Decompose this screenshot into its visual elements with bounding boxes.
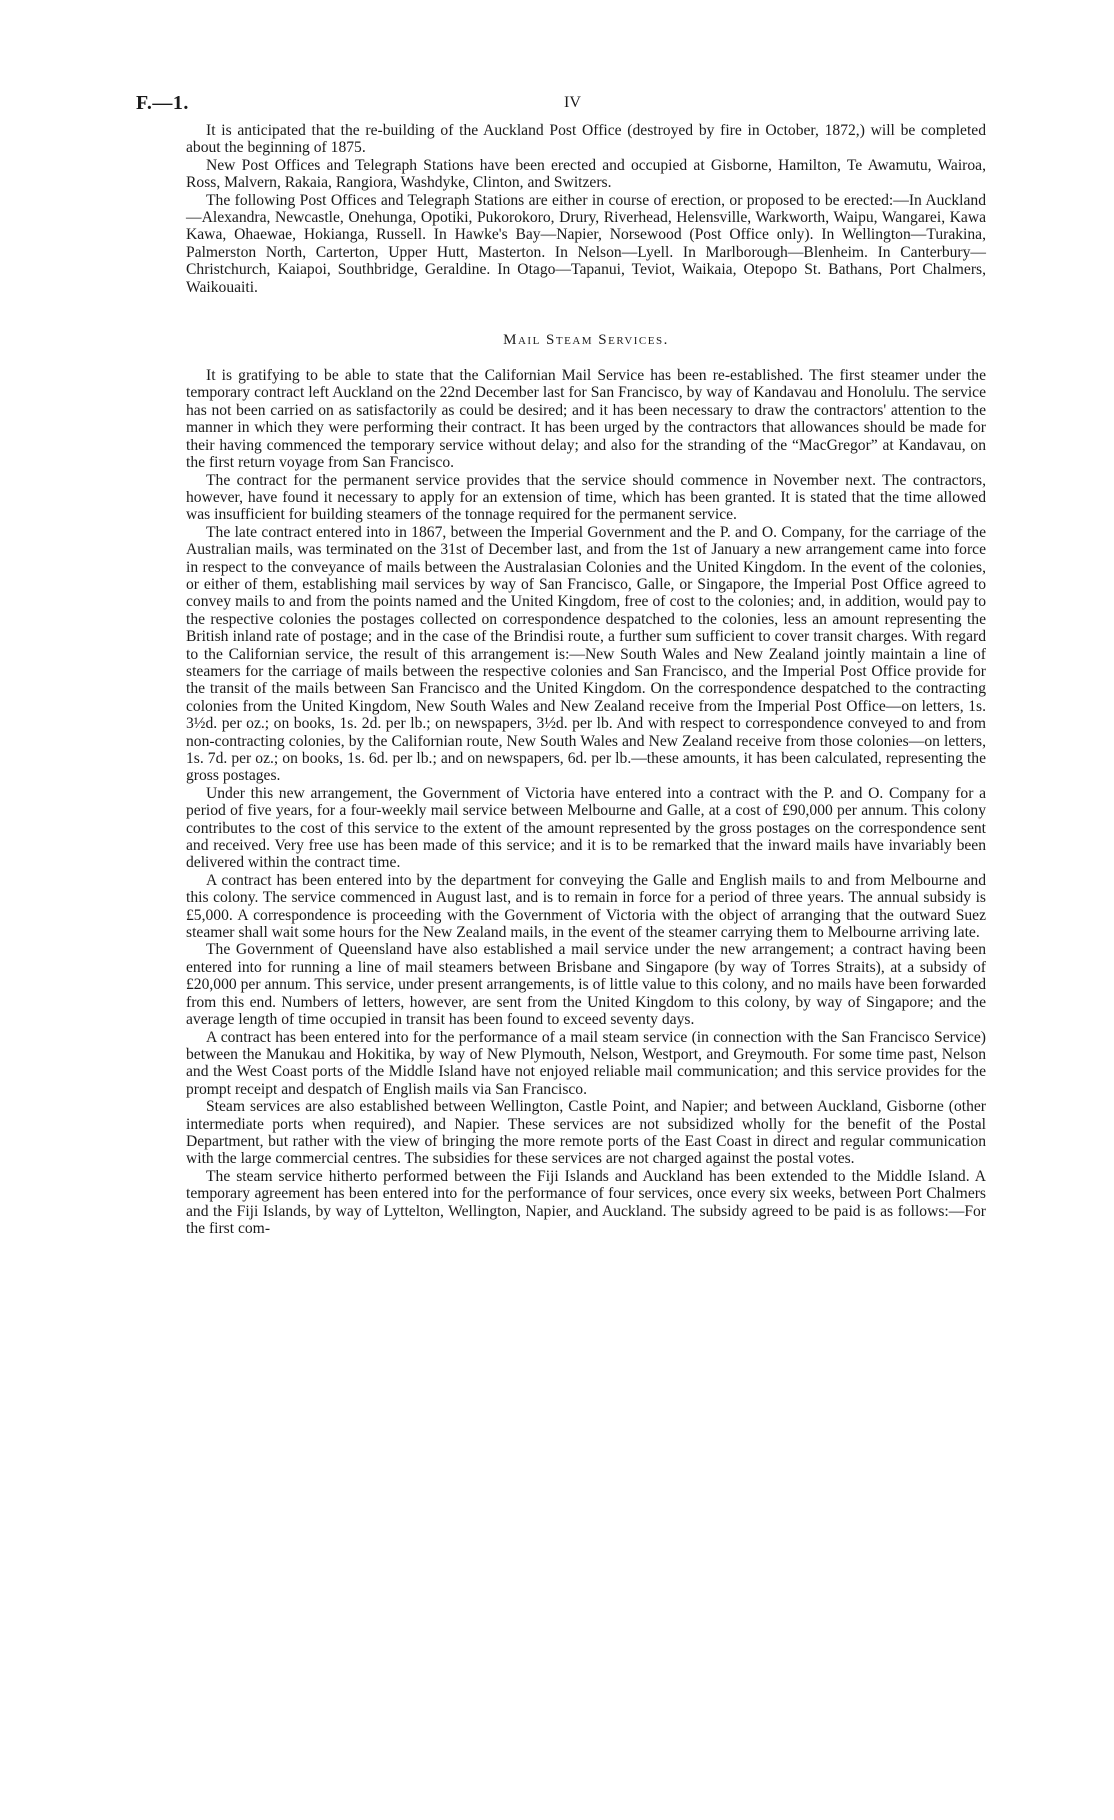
paragraph-post-office-rebuild: It is anticipated that the re-building of the Auckland Post Office (destroyed by fire in October, 1872,) will be completed about the beginning of 1875. [186, 122, 986, 157]
intro-section [186, 122, 986, 296]
page-header [136, 92, 986, 122]
mail-steam-services-section [186, 367, 986, 1237]
paragraph-victoria-arrangement: Under this new arrangement, the Government of Victoria have entered into a contract with the P. and O. Company for a period of five years, for a four-weekly mail service between Melbourne and Galle, at a cost of £90,000 per annum. This colony contributes to the cost of this service to the extent of the amount represented by the gross postages on the correspondence sent and received. Very free use has been made of this service; and it is to be remarked that the inward mails have invariably been delivered within the contract time. [186, 784, 986, 872]
page-number: IV [564, 94, 581, 111]
paragraph-permanent-contract: The contract for the permanent service provides that the service should commence in November next. The contractors, however, have found it necessary to apply for an extension of time, which has been granted. It is stated that the time allowed was insufficient for building steamers of the tonnage required for the permanent service. [186, 471, 986, 524]
paragraph-californian-service: It is gratifying to be able to state that the Californian Mail Service has been re-established. The first steamer under the temporary contract left Auckland on the 22nd December last for San Francisco, by way of Kandavau and Honolulu. The service has not been carried on as satisfactorily as could be desired; and it has been necessary to draw the contractors' attention to the manner in which they were performing their contract. It has been urged by the contractors that allowances should be made for their having commenced the temporary service without delay; and also for the stranding of the “MacGregor” at Kandavau, on the first return voyage from San Francisco. [186, 367, 986, 472]
section-heading: Mail Steam Services. [503, 332, 669, 349]
paragraph-coastal-steam-services: Steam services are also established between Wellington, Castle Point, and Napier; and between Auckland, Gisborne (other intermediate ports when required), and Napier. These services are not subsidized wholly for the benefit of the Postal Department, but rather with the view of bringing the more remote ports of the East Coast in direct and regular communication with the large commercial centres. The subsidies for these services are not charged against the postal votes. [186, 1098, 986, 1168]
paragraph-manukau-hokitika: A contract has been entered into for the performance of a mail steam service (in connection with the San Francisco Service) between the Manukau and Hokitika, by way of New Plymouth, Nelson, Westport, and Greymouth. For some time past, Nelson and the West Coast ports of the Middle Island have not enjoyed reliable mail communication; and this service provides for the prompt receipt and despatch of English mails via San Francisco. [186, 1028, 986, 1098]
paragraph-queensland-service: The Government of Queensland have also established a mail service under the new arrangement; a contract having been entered into for running a line of mail steamers between Brisbane and Singapore (by way of Torres Straits), at a subsidy of £20,000 per annum. This service, under present arrangements, is of little value to this colony, and no mails have been forwarded from this end. Numbers of letters, however, are sent from the United Kingdom to this colony, by way of Singapore; and the average length of time occupied in transit has been found to exceed seventy days. [186, 941, 986, 1029]
document-page [136, 92, 986, 1237]
document-reference: F.—1. [136, 92, 189, 114]
paragraph-offices-in-erection: The following Post Offices and Telegraph Stations are either in course of erection, or proposed to be erected:—In Auckland—Alexandra, Newcastle, Onehunga, Opotiki, Pukorokoro, Drury, Riverhead, Helensville, Warkworth, Waipu, Wangarei, Kawa Kawa, Ohaewae, Hokianga, Russell. In Hawke's Bay—Napier, Norsewood (Post Office only). In Wellington—Turakina, Palmerston North, Carterton, Upper Hutt, Masterton. In Nelson—Lyell. In Marlborough—Blenheim. In Canterbury—Christchurch, Kaiapoi, Southbridge, Geraldine. In Otago—Tapanui, Teviot, Waikaia, Otepopo St. Bathans, Port Chalmers, Waikouaiti. [186, 191, 986, 296]
paragraph-new-post-offices: New Post Offices and Telegraph Stations have been erected and occupied at Gisborne, Hamilton, Te Awamutu, Wairoa, Ross, Malvern, Rakaia, Rangiora, Washdyke, Clinton, and Switzers. [186, 156, 986, 192]
paragraph-galle-contract: A contract has been entered into by the department for conveying the Galle and English mails to and from Melbourne and this colony. The service commenced in August last, and is to remain in force for a period of three years. The annual subsidy is £5,000. A correspondence is proceeding with the Government of Victoria with the object of arranging that the outward Suez steamer shall wait some hours for the New Zealand mails, in the event of the steamer carrying them to Melbourne arriving late. [186, 871, 986, 942]
paragraph-fiji-service: The steam service hitherto performed between the Fiji Islands and Auckland has been extended to the Middle Island. A temporary agreement has been entered into for the performance of four services, once every six weeks, between Port Chalmers and the Fiji Islands, by way of Lyttelton, Wellington, Napier, and Auckland. The subsidy agreed to be paid is as follows:—For the first com- [186, 1167, 986, 1237]
paragraph-late-contract-1867: The late contract entered into in 1867, between the Imperial Government and the P. and O. Company, for the carriage of the Australian mails, was terminated on the 31st of December last, and from the 1st of January a new arrangement came into force in respect to the conveyance of mails between the Australasian Colonies and the United Kingdom. In the event of the colonies, or either of them, establishing mail services by way of San Francisco, Galle, or Singapore, the Imperial Post Office agreed to convey mails to and from the points named and the United Kingdom, free of cost to the colonies; and, in addition, would pay to the respective colonies the postages collected on correspondence despatched to the colonies, less an amount representing the British inland rate of postage; and in the case of the Brindisi route, a further sum sufficient to cover transit charges. With regard to the Californian service, the result of this arrangement is:—New South Wales and New Zealand jointly maintain a line of steamers for the carriage of mails between the respective colonies and San Francisco, and the Imperial Post Office provide for the transit of the mails between San Francisco and the United Kingdom. On the correspondence despatched to the contracting colonies from the United Kingdom, New South Wales and New Zealand receive from the Imperial Post Office—on letters, 1s. 3½d. per oz.; on books, 1s. 2d. per lb.; on newspapers, 3½d. per lb. And with respect to correspondence conveyed to and from non-contracting colonies, by the Californian route, New South Wales and New Zealand receive from those colonies—on letters, 1s. 7d. per oz.; on books, 1s. 6d. per lb.; and on newspapers, 6d. per lb.—these amounts, it has been calculated, representing the gross postages. [186, 523, 986, 785]
